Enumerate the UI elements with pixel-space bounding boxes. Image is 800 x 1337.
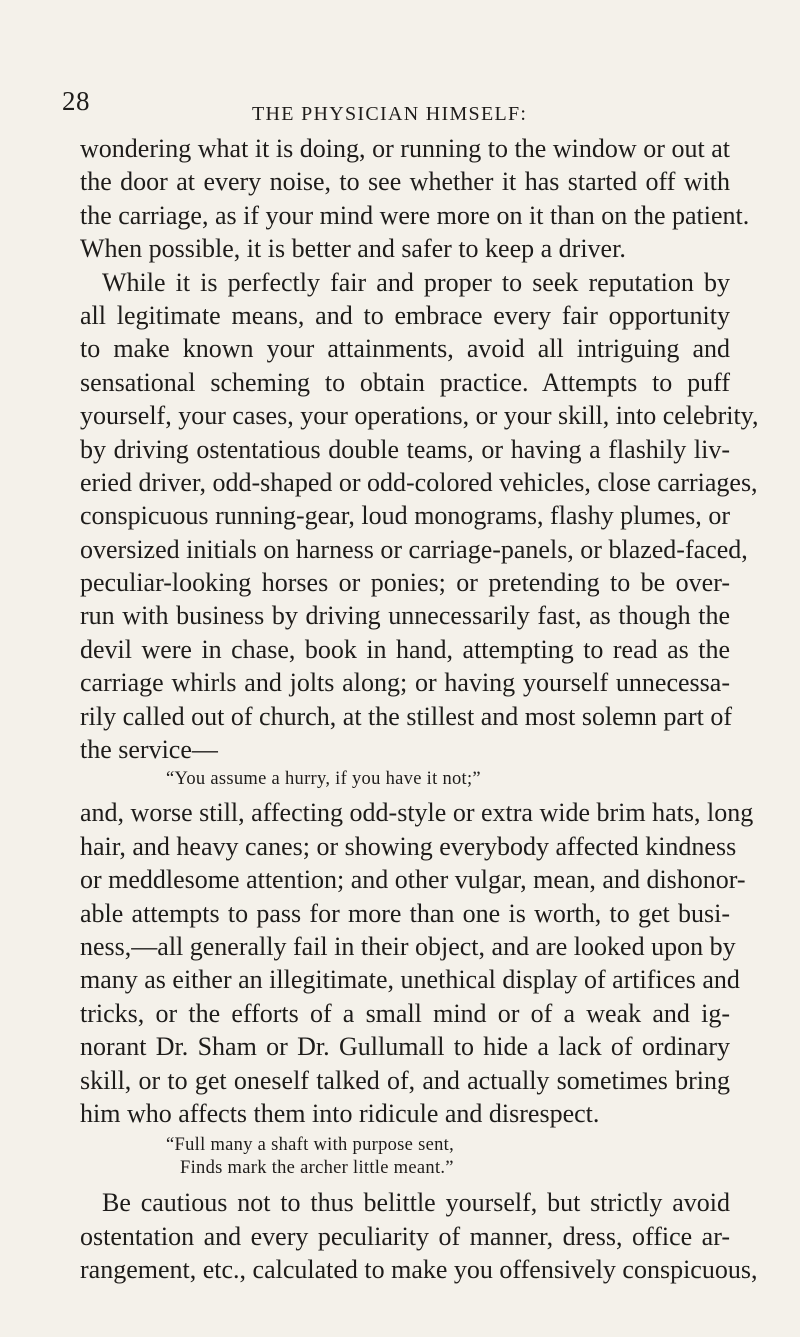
text-line: yourself, your cases, your operations, or your skill, into celebrity, bbox=[80, 401, 759, 431]
text-line: the door at every noise, to see whether it has started off with bbox=[80, 167, 730, 197]
verse-line: “Full many a shaft with purpose sent, bbox=[166, 1135, 455, 1156]
text-line: rily called out of church, at the stillest and most solemn part of bbox=[80, 701, 733, 731]
text-line: When possible, it is better and safer to keep a driver. bbox=[80, 234, 626, 264]
text-line: tricks, or the efforts of a small mind or of a weak and ig- bbox=[80, 998, 730, 1028]
text-line: the service— bbox=[80, 735, 218, 765]
text-line: the carriage, as if your mind were more on it than on the patient. bbox=[80, 200, 750, 230]
text-line: to make known your attainments, avoid all intriguing and bbox=[80, 334, 730, 364]
text-line: him who affects them into ridicule and disrespect. bbox=[80, 1098, 600, 1128]
quotation-1: “You assume a hurry, if you have it not;” bbox=[166, 769, 481, 790]
text-line: conspicuous running-gear, loud monograms, flashy plumes, or bbox=[80, 501, 730, 531]
verse-line: Finds mark the archer little meant.” bbox=[180, 1158, 454, 1179]
text-line: norant Dr. Sham or Dr. Gullumall to hide a lack of ordinary bbox=[80, 1032, 730, 1062]
text-line: ostentation and every peculiarity of manner, dress, office ar- bbox=[80, 1221, 730, 1251]
text-block bbox=[80, 132, 759, 1287]
text-line: carriage whirls and jolts along; or having yourself unnecessa- bbox=[80, 668, 730, 698]
text-line: Be cautious not to thus belittle yourself, but strictly avoid bbox=[102, 1188, 730, 1218]
text-line: or meddlesome attention; and other vulgar, mean, and dishonor- bbox=[80, 865, 746, 895]
text-line: wondering what it is doing, or running to the window or out at bbox=[80, 134, 730, 163]
text-line: eried driver, odd-shaped or odd-colored vehicles, close carriages, bbox=[80, 467, 758, 497]
text-line: peculiar-looking horses or ponies; or pretending to be over- bbox=[80, 568, 730, 598]
text-line: While it is perfectly fair and proper to seek reputation by bbox=[102, 267, 730, 297]
text-line: run with business by driving unnecessarily fast, as though the bbox=[80, 601, 730, 631]
text-line: able attempts to pass for more than one is worth, to get busi- bbox=[80, 898, 730, 928]
page-number: 28 bbox=[62, 86, 90, 116]
paragraph-4 bbox=[80, 1186, 758, 1286]
paragraph-2 bbox=[80, 266, 759, 767]
running-head: THE PHYSICIAN HIMSELF: bbox=[252, 103, 528, 125]
text-line: skill, or to get oneself talked of, and actually sometimes bring bbox=[80, 1065, 730, 1095]
text-line: by driving ostentatious double teams, or having a flashily liv- bbox=[80, 434, 730, 464]
paragraph-3 bbox=[80, 796, 754, 1130]
text-line: oversized initials on harness or carriage-panels, or blazed-faced, bbox=[80, 534, 748, 564]
text-line: all legitimate means, and to embrace every fair opportunity bbox=[80, 300, 730, 330]
text-line: many as either an illegitimate, unethical display of artifices and bbox=[80, 965, 740, 995]
paragraph-1 bbox=[80, 132, 750, 266]
text-line: devil were in chase, book in hand, attempting to read as the bbox=[80, 634, 730, 664]
text-line: and, worse still, affecting odd-style or extra wide brim hats, long bbox=[80, 798, 754, 828]
text-line: hair, and heavy canes; or showing everybody affected kindness bbox=[80, 831, 737, 861]
text-line: ness,—all generally fail in their object, and are looked upon by bbox=[80, 931, 736, 961]
text-line: rangement, etc., calculated to make you offensively conspicuous, bbox=[80, 1255, 758, 1285]
quotation-2 bbox=[80, 1134, 730, 1180]
text-line: sensational scheming to obtain practice. Attempts to puff bbox=[80, 367, 730, 397]
